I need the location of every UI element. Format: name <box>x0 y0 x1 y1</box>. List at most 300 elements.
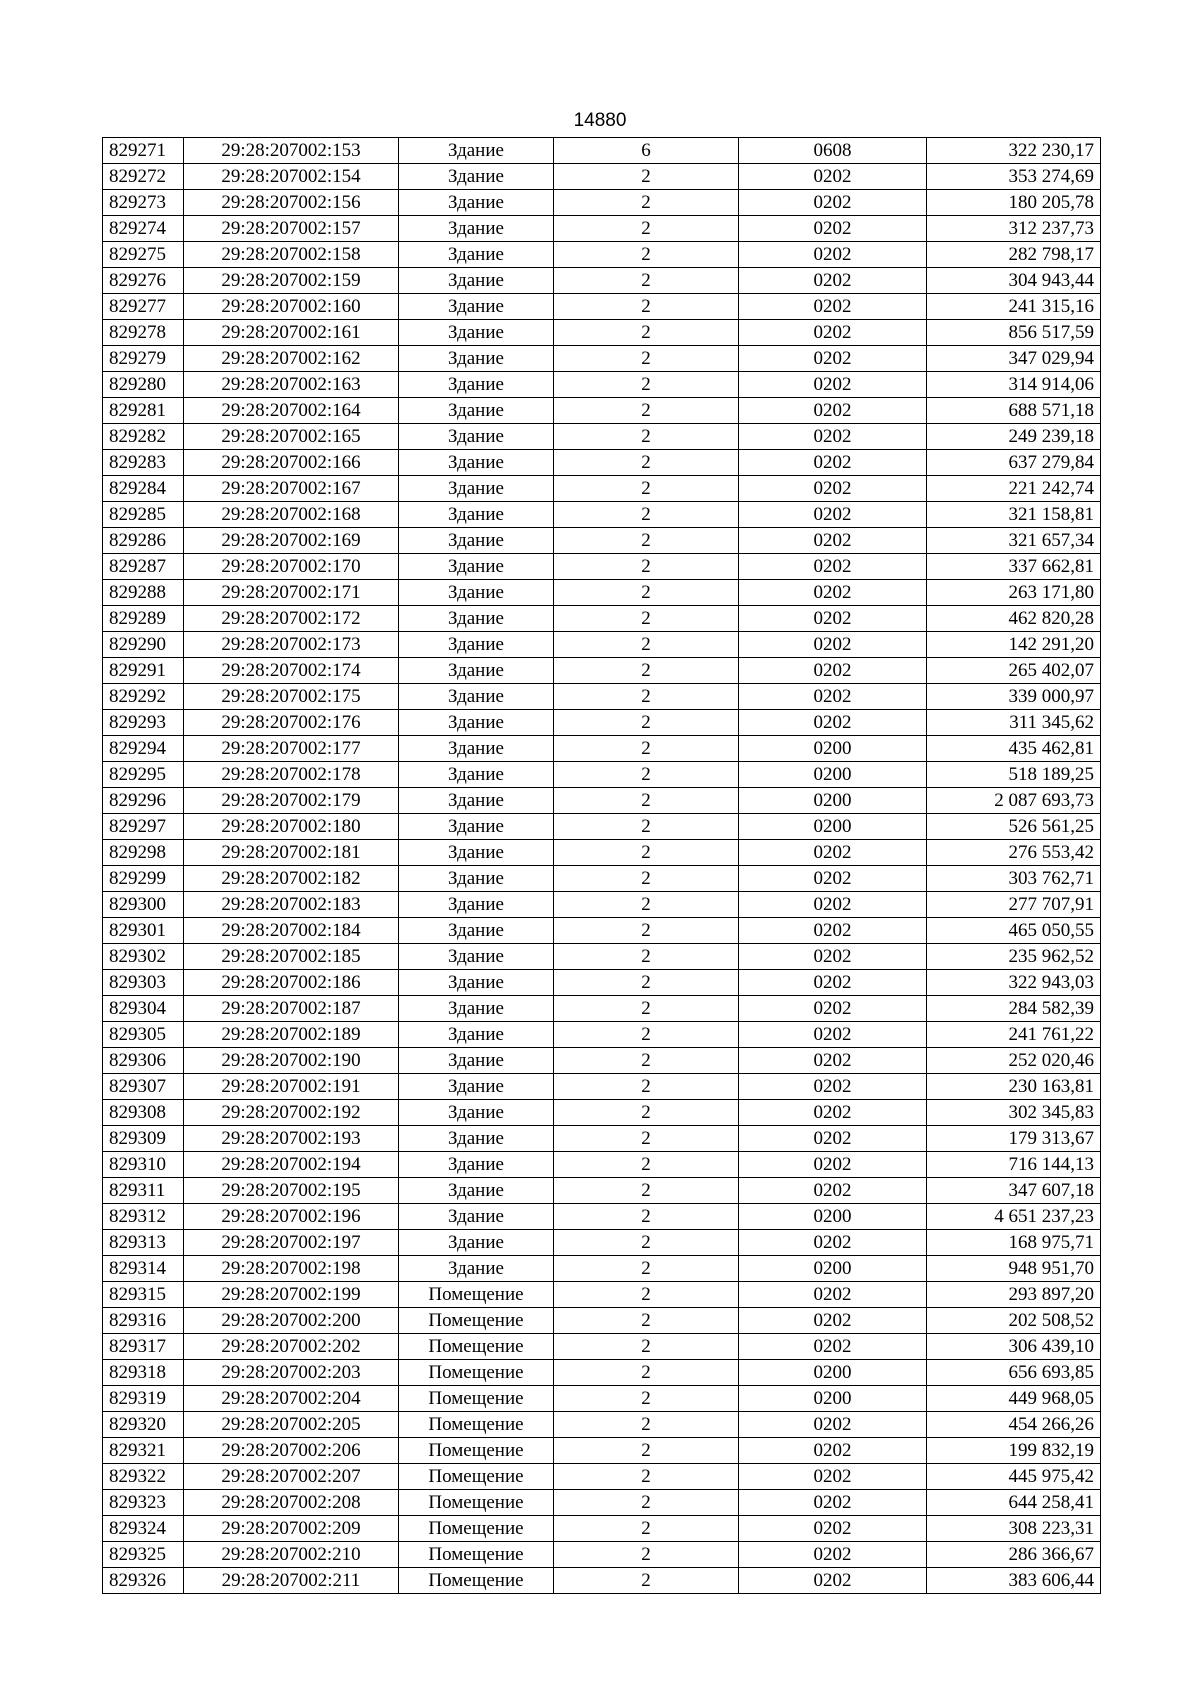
table-row <box>103 1516 1101 1542</box>
cadastral-number-cell: 29:28:207002:164 <box>184 398 399 424</box>
cadastral-number-cell: 29:28:207002:166 <box>184 450 399 476</box>
cadastral-number-cell: 29:28:207002:195 <box>184 1178 399 1204</box>
cadastral-value-cell: 179 313,67 <box>927 1126 1101 1152</box>
table-row <box>103 1048 1101 1074</box>
cadastral-value-cell: 656 693,85 <box>927 1360 1101 1386</box>
table-row <box>103 580 1101 606</box>
cadastral-value-cell: 312 237,73 <box>927 216 1101 242</box>
code-cell: 2 <box>554 1568 739 1594</box>
table-row <box>103 1152 1101 1178</box>
cadastral-number-cell: 29:28:207002:191 <box>184 1074 399 1100</box>
object-type-cell: Здание <box>399 970 554 996</box>
object-type-cell: Здание <box>399 762 554 788</box>
cadastral-number-cell: 29:28:207002:178 <box>184 762 399 788</box>
table-row <box>103 1022 1101 1048</box>
table-row <box>103 762 1101 788</box>
purpose-code-cell: 0202 <box>739 320 927 346</box>
row-id-cell: 829289 <box>103 606 184 632</box>
cadastral-value-cell: 948 951,70 <box>927 1256 1101 1282</box>
purpose-code-cell: 0202 <box>739 1464 927 1490</box>
table-row <box>103 372 1101 398</box>
row-id-cell: 829272 <box>103 164 184 190</box>
purpose-code-cell: 0202 <box>739 1282 927 1308</box>
purpose-code-cell: 0200 <box>739 1256 927 1282</box>
cadastral-value-cell: 202 508,52 <box>927 1308 1101 1334</box>
purpose-code-cell: 0202 <box>739 502 927 528</box>
object-type-cell: Здание <box>399 840 554 866</box>
cadastral-number-cell: 29:28:207002:192 <box>184 1100 399 1126</box>
row-id-cell: 829276 <box>103 268 184 294</box>
cadastral-number-cell: 29:28:207002:170 <box>184 554 399 580</box>
object-type-cell: Здание <box>399 476 554 502</box>
table-row <box>103 1464 1101 1490</box>
cadastral-number-cell: 29:28:207002:183 <box>184 892 399 918</box>
code-cell: 2 <box>554 970 739 996</box>
cadastral-value-cell: 142 291,20 <box>927 632 1101 658</box>
object-type-cell: Здание <box>399 1126 554 1152</box>
row-id-cell: 829292 <box>103 684 184 710</box>
object-type-cell: Здание <box>399 1074 554 1100</box>
row-id-cell: 829313 <box>103 1230 184 1256</box>
table-row <box>103 996 1101 1022</box>
purpose-code-cell: 0202 <box>739 658 927 684</box>
purpose-code-cell: 0202 <box>739 684 927 710</box>
code-cell: 2 <box>554 762 739 788</box>
cadastral-number-cell: 29:28:207002:185 <box>184 944 399 970</box>
code-cell: 2 <box>554 268 739 294</box>
purpose-code-cell: 0202 <box>739 216 927 242</box>
purpose-code-cell: 0200 <box>739 814 927 840</box>
cadastral-number-cell: 29:28:207002:169 <box>184 528 399 554</box>
cadastral-value-cell: 435 462,81 <box>927 736 1101 762</box>
row-id-cell: 829279 <box>103 346 184 372</box>
object-type-cell: Здание <box>399 1178 554 1204</box>
cadastral-number-cell: 29:28:207002:161 <box>184 320 399 346</box>
cadastral-value-cell: 168 975,71 <box>927 1230 1101 1256</box>
table-row <box>103 1074 1101 1100</box>
purpose-code-cell: 0202 <box>739 1542 927 1568</box>
purpose-code-cell: 0202 <box>739 632 927 658</box>
cadastral-number-cell: 29:28:207002:187 <box>184 996 399 1022</box>
table-row <box>103 346 1101 372</box>
code-cell: 2 <box>554 1516 739 1542</box>
cadastral-number-cell: 29:28:207002:179 <box>184 788 399 814</box>
row-id-cell: 829315 <box>103 1282 184 1308</box>
purpose-code-cell: 0202 <box>739 1048 927 1074</box>
cadastral-number-cell: 29:28:207002:189 <box>184 1022 399 1048</box>
row-id-cell: 829305 <box>103 1022 184 1048</box>
table-row <box>103 1126 1101 1152</box>
row-id-cell: 829284 <box>103 476 184 502</box>
object-type-cell: Здание <box>399 450 554 476</box>
row-id-cell: 829282 <box>103 424 184 450</box>
purpose-code-cell: 0202 <box>739 1152 927 1178</box>
code-cell: 2 <box>554 1126 739 1152</box>
object-type-cell: Здание <box>399 1230 554 1256</box>
purpose-code-cell: 0202 <box>739 1308 927 1334</box>
object-type-cell: Здание <box>399 606 554 632</box>
cadastral-value-cell: 321 657,34 <box>927 528 1101 554</box>
cadastral-value-cell: 716 144,13 <box>927 1152 1101 1178</box>
table-row <box>103 1334 1101 1360</box>
code-cell: 2 <box>554 996 739 1022</box>
object-type-cell: Здание <box>399 294 554 320</box>
purpose-code-cell: 0202 <box>739 1022 927 1048</box>
cadastral-value-cell: 284 582,39 <box>927 996 1101 1022</box>
cadastral-value-cell: 347 029,94 <box>927 346 1101 372</box>
row-id-cell: 829273 <box>103 190 184 216</box>
object-type-cell: Здание <box>399 242 554 268</box>
code-cell: 2 <box>554 710 739 736</box>
cadastral-number-cell: 29:28:207002:211 <box>184 1568 399 1594</box>
cadastral-number-cell: 29:28:207002:193 <box>184 1126 399 1152</box>
code-cell: 2 <box>554 372 739 398</box>
cadastral-value-cell: 383 606,44 <box>927 1568 1101 1594</box>
object-type-cell: Здание <box>399 216 554 242</box>
cadastral-value-cell: 465 050,55 <box>927 918 1101 944</box>
row-id-cell: 829300 <box>103 892 184 918</box>
table-row <box>103 1542 1101 1568</box>
object-type-cell: Помещение <box>399 1438 554 1464</box>
cadastral-number-cell: 29:28:207002:176 <box>184 710 399 736</box>
cadastral-value-cell: 314 914,06 <box>927 372 1101 398</box>
cadastral-value-cell: 199 832,19 <box>927 1438 1101 1464</box>
object-type-cell: Здание <box>399 1204 554 1230</box>
cadastral-value-cell: 303 762,71 <box>927 866 1101 892</box>
purpose-code-cell: 0202 <box>739 268 927 294</box>
cadastral-value-cell: 235 962,52 <box>927 944 1101 970</box>
cadastral-number-cell: 29:28:207002:156 <box>184 190 399 216</box>
cadastral-number-cell: 29:28:207002:181 <box>184 840 399 866</box>
row-id-cell: 829280 <box>103 372 184 398</box>
object-type-cell: Помещение <box>399 1568 554 1594</box>
table-row <box>103 164 1101 190</box>
table-row <box>103 892 1101 918</box>
code-cell: 2 <box>554 294 739 320</box>
object-type-cell: Здание <box>399 918 554 944</box>
object-type-cell: Здание <box>399 1152 554 1178</box>
table-row <box>103 1386 1101 1412</box>
row-id-cell: 829286 <box>103 528 184 554</box>
row-id-cell: 829275 <box>103 242 184 268</box>
code-cell: 2 <box>554 1204 739 1230</box>
purpose-code-cell: 0202 <box>739 1438 927 1464</box>
row-id-cell: 829296 <box>103 788 184 814</box>
row-id-cell: 829302 <box>103 944 184 970</box>
purpose-code-cell: 0200 <box>739 762 927 788</box>
cadastral-value-cell: 308 223,31 <box>927 1516 1101 1542</box>
object-type-cell: Здание <box>399 1256 554 1282</box>
cadastral-number-cell: 29:28:207002:194 <box>184 1152 399 1178</box>
purpose-code-cell: 0202 <box>739 580 927 606</box>
purpose-code-cell: 0202 <box>739 424 927 450</box>
code-cell: 2 <box>554 502 739 528</box>
cadastral-value-cell: 856 517,59 <box>927 320 1101 346</box>
object-type-cell: Помещение <box>399 1360 554 1386</box>
code-cell: 2 <box>554 1464 739 1490</box>
cadastral-number-cell: 29:28:207002:158 <box>184 242 399 268</box>
cadastral-number-cell: 29:28:207002:174 <box>184 658 399 684</box>
table-row <box>103 528 1101 554</box>
purpose-code-cell: 0202 <box>739 1074 927 1100</box>
code-cell: 2 <box>554 1334 739 1360</box>
code-cell: 2 <box>554 944 739 970</box>
table-row <box>103 398 1101 424</box>
object-type-cell: Здание <box>399 710 554 736</box>
purpose-code-cell: 0202 <box>739 944 927 970</box>
purpose-code-cell: 0202 <box>739 1126 927 1152</box>
table-row <box>103 216 1101 242</box>
table-row <box>103 1230 1101 1256</box>
row-id-cell: 829298 <box>103 840 184 866</box>
purpose-code-cell: 0202 <box>739 606 927 632</box>
row-id-cell: 829271 <box>103 138 184 164</box>
purpose-code-cell: 0202 <box>739 190 927 216</box>
cadastral-value-cell: 221 242,74 <box>927 476 1101 502</box>
purpose-code-cell: 0202 <box>739 398 927 424</box>
object-type-cell: Здание <box>399 424 554 450</box>
cadastral-number-cell: 29:28:207002:210 <box>184 1542 399 1568</box>
cadastral-number-cell: 29:28:207002:202 <box>184 1334 399 1360</box>
code-cell: 2 <box>554 320 739 346</box>
row-id-cell: 829312 <box>103 1204 184 1230</box>
object-type-cell: Помещение <box>399 1334 554 1360</box>
object-type-cell: Здание <box>399 866 554 892</box>
cadastral-number-cell: 29:28:207002:159 <box>184 268 399 294</box>
code-cell: 2 <box>554 1074 739 1100</box>
code-cell: 2 <box>554 346 739 372</box>
cadastral-number-cell: 29:28:207002:180 <box>184 814 399 840</box>
cadastral-value-cell: 688 571,18 <box>927 398 1101 424</box>
object-type-cell: Здание <box>399 1022 554 1048</box>
row-id-cell: 829319 <box>103 1386 184 1412</box>
row-id-cell: 829294 <box>103 736 184 762</box>
cadastral-value-cell: 347 607,18 <box>927 1178 1101 1204</box>
object-type-cell: Здание <box>399 1100 554 1126</box>
code-cell: 2 <box>554 1386 739 1412</box>
purpose-code-cell: 0202 <box>739 996 927 1022</box>
row-id-cell: 829307 <box>103 1074 184 1100</box>
page-number: 14880 <box>573 110 627 131</box>
row-id-cell: 829311 <box>103 1178 184 1204</box>
object-type-cell: Здание <box>399 138 554 164</box>
table-row <box>103 1204 1101 1230</box>
cadastral-value-cell: 454 266,26 <box>927 1412 1101 1438</box>
row-id-cell: 829285 <box>103 502 184 528</box>
cadastral-number-cell: 29:28:207002:206 <box>184 1438 399 1464</box>
cadastral-value-cell: 339 000,97 <box>927 684 1101 710</box>
object-type-cell: Помещение <box>399 1464 554 1490</box>
cadastral-number-cell: 29:28:207002:198 <box>184 1256 399 1282</box>
code-cell: 2 <box>554 1256 739 1282</box>
row-id-cell: 829308 <box>103 1100 184 1126</box>
object-type-cell: Здание <box>399 658 554 684</box>
purpose-code-cell: 0202 <box>739 1412 927 1438</box>
object-type-cell: Здание <box>399 502 554 528</box>
table-row <box>103 320 1101 346</box>
cadastral-number-cell: 29:28:207002:209 <box>184 1516 399 1542</box>
code-cell: 2 <box>554 424 739 450</box>
purpose-code-cell: 0202 <box>739 450 927 476</box>
purpose-code-cell: 0200 <box>739 1360 927 1386</box>
object-type-cell: Здание <box>399 320 554 346</box>
cadastral-value-cell: 2 087 693,73 <box>927 788 1101 814</box>
object-type-cell: Здание <box>399 372 554 398</box>
code-cell: 2 <box>554 892 739 918</box>
table-row <box>103 684 1101 710</box>
cadastral-number-cell: 29:28:207002:190 <box>184 1048 399 1074</box>
purpose-code-cell: 0202 <box>739 346 927 372</box>
purpose-code-cell: 0202 <box>739 1230 927 1256</box>
code-cell: 2 <box>554 554 739 580</box>
cadastral-value-cell: 644 258,41 <box>927 1490 1101 1516</box>
table-row <box>103 944 1101 970</box>
object-type-cell: Здание <box>399 684 554 710</box>
purpose-code-cell: 0202 <box>739 1516 927 1542</box>
cadastral-number-cell: 29:28:207002:157 <box>184 216 399 242</box>
cadastral-number-cell: 29:28:207002:199 <box>184 1282 399 1308</box>
cadastral-value-cell: 277 707,91 <box>927 892 1101 918</box>
object-type-cell: Здание <box>399 944 554 970</box>
purpose-code-cell: 0202 <box>739 866 927 892</box>
object-type-cell: Помещение <box>399 1412 554 1438</box>
object-type-cell: Помещение <box>399 1542 554 1568</box>
purpose-code-cell: 0202 <box>739 372 927 398</box>
cadastral-number-cell: 29:28:207002:171 <box>184 580 399 606</box>
cadastral-value-cell: 306 439,10 <box>927 1334 1101 1360</box>
purpose-code-cell: 0200 <box>739 736 927 762</box>
code-cell: 2 <box>554 1542 739 1568</box>
code-cell: 2 <box>554 580 739 606</box>
table-row <box>103 1360 1101 1386</box>
purpose-code-cell: 0608 <box>739 138 927 164</box>
cadastral-value-cell: 4 651 237,23 <box>927 1204 1101 1230</box>
purpose-code-cell: 0202 <box>739 528 927 554</box>
row-id-cell: 829287 <box>103 554 184 580</box>
row-id-cell: 829324 <box>103 1516 184 1542</box>
purpose-code-cell: 0202 <box>739 294 927 320</box>
table-body <box>103 138 1101 1594</box>
code-cell: 2 <box>554 216 739 242</box>
row-id-cell: 829321 <box>103 1438 184 1464</box>
table-row <box>103 1438 1101 1464</box>
row-id-cell: 829323 <box>103 1490 184 1516</box>
code-cell: 2 <box>554 1178 739 1204</box>
row-id-cell: 829295 <box>103 762 184 788</box>
code-cell: 6 <box>554 138 739 164</box>
table-row <box>103 632 1101 658</box>
purpose-code-cell: 0200 <box>739 788 927 814</box>
cadastral-value-cell: 322 943,03 <box>927 970 1101 996</box>
object-type-cell: Здание <box>399 632 554 658</box>
cadastral-value-cell: 282 798,17 <box>927 242 1101 268</box>
table-row <box>103 970 1101 996</box>
purpose-code-cell: 0202 <box>739 1490 927 1516</box>
table-row <box>103 840 1101 866</box>
purpose-code-cell: 0200 <box>739 1386 927 1412</box>
object-type-cell: Помещение <box>399 1516 554 1542</box>
table-row <box>103 1490 1101 1516</box>
table-row <box>103 1178 1101 1204</box>
cadastral-value-cell: 449 968,05 <box>927 1386 1101 1412</box>
cadastral-value-cell: 321 158,81 <box>927 502 1101 528</box>
table-row <box>103 268 1101 294</box>
row-id-cell: 829326 <box>103 1568 184 1594</box>
code-cell: 2 <box>554 242 739 268</box>
row-id-cell: 829316 <box>103 1308 184 1334</box>
code-cell: 2 <box>554 1412 739 1438</box>
table-row <box>103 866 1101 892</box>
cadastral-value-cell: 322 230,17 <box>927 138 1101 164</box>
purpose-code-cell: 0202 <box>739 918 927 944</box>
row-id-cell: 829278 <box>103 320 184 346</box>
purpose-code-cell: 0202 <box>739 1568 927 1594</box>
table-row <box>103 1282 1101 1308</box>
code-cell: 2 <box>554 190 739 216</box>
object-type-cell: Здание <box>399 788 554 814</box>
code-cell: 2 <box>554 1438 739 1464</box>
cadastral-number-cell: 29:28:207002:175 <box>184 684 399 710</box>
cadastral-number-cell: 29:28:207002:172 <box>184 606 399 632</box>
row-id-cell: 829281 <box>103 398 184 424</box>
code-cell: 2 <box>554 788 739 814</box>
cadastral-value-cell: 353 274,69 <box>927 164 1101 190</box>
cadastral-number-cell: 29:28:207002:160 <box>184 294 399 320</box>
cadastral-value-cell: 265 402,07 <box>927 658 1101 684</box>
code-cell: 2 <box>554 476 739 502</box>
object-type-cell: Помещение <box>399 1308 554 1334</box>
cadastral-number-cell: 29:28:207002:153 <box>184 138 399 164</box>
row-id-cell: 829290 <box>103 632 184 658</box>
code-cell: 2 <box>554 684 739 710</box>
row-id-cell: 829283 <box>103 450 184 476</box>
code-cell: 2 <box>554 1360 739 1386</box>
code-cell: 2 <box>554 1490 739 1516</box>
table-row <box>103 450 1101 476</box>
table-row <box>103 424 1101 450</box>
code-cell: 2 <box>554 918 739 944</box>
cadastral-value-cell: 241 761,22 <box>927 1022 1101 1048</box>
purpose-code-cell: 0202 <box>739 1100 927 1126</box>
table-row <box>103 814 1101 840</box>
row-id-cell: 829288 <box>103 580 184 606</box>
cadastral-number-cell: 29:28:207002:207 <box>184 1464 399 1490</box>
table-row <box>103 1256 1101 1282</box>
row-id-cell: 829291 <box>103 658 184 684</box>
row-id-cell: 829325 <box>103 1542 184 1568</box>
code-cell: 2 <box>554 1100 739 1126</box>
cadastral-number-cell: 29:28:207002:204 <box>184 1386 399 1412</box>
object-type-cell: Здание <box>399 398 554 424</box>
row-id-cell: 829309 <box>103 1126 184 1152</box>
row-id-cell: 829299 <box>103 866 184 892</box>
cadastral-number-cell: 29:28:207002:167 <box>184 476 399 502</box>
row-id-cell: 829274 <box>103 216 184 242</box>
purpose-code-cell: 0202 <box>739 710 927 736</box>
table-row <box>103 1568 1101 1594</box>
purpose-code-cell: 0202 <box>739 840 927 866</box>
row-id-cell: 829320 <box>103 1412 184 1438</box>
cadastral-number-cell: 29:28:207002:197 <box>184 1230 399 1256</box>
purpose-code-cell: 0202 <box>739 476 927 502</box>
cadastral-number-cell: 29:28:207002:163 <box>184 372 399 398</box>
object-type-cell: Здание <box>399 190 554 216</box>
row-id-cell: 829303 <box>103 970 184 996</box>
object-type-cell: Здание <box>399 892 554 918</box>
table-row <box>103 190 1101 216</box>
table-row <box>103 736 1101 762</box>
object-type-cell: Здание <box>399 346 554 372</box>
